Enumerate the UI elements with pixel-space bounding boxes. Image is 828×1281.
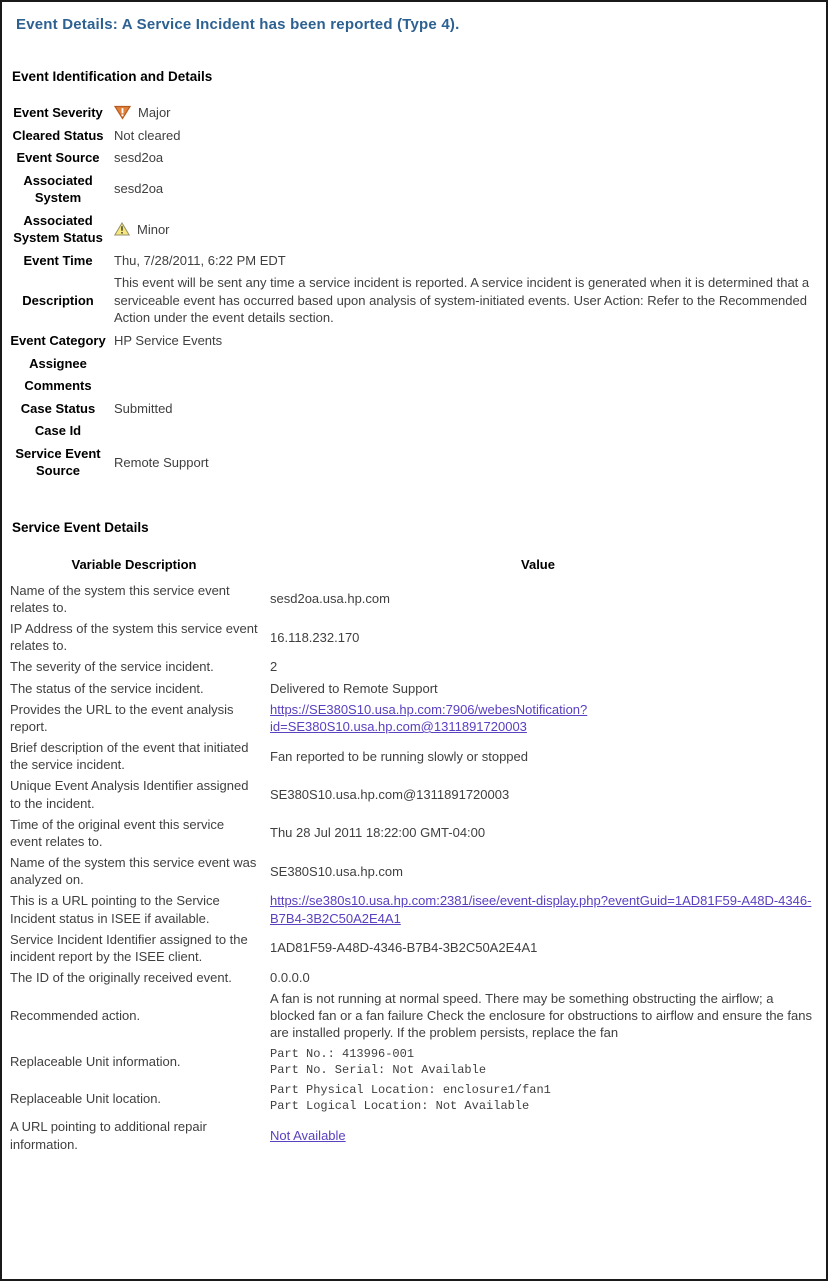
identification-row <box>10 212 818 247</box>
detail-row <box>10 854 818 888</box>
variable-value <box>270 1127 818 1144</box>
field-label: Description <box>22 292 94 308</box>
identification-row <box>10 355 818 373</box>
variable-value <box>270 590 818 607</box>
field-value <box>114 104 818 122</box>
variable-description: Brief description of the event that initiated the service incident. <box>10 740 249 773</box>
identification-row <box>10 172 818 207</box>
field-value-text: sesd2oa <box>114 150 164 166</box>
variable-description: Provides the URL to the event analysis report. <box>10 701 234 734</box>
variable-description: The status of the service incident. <box>10 680 204 696</box>
variable-value <box>270 1046 818 1078</box>
detail-row <box>10 739 818 773</box>
value-link[interactable]: Not Available <box>270 1127 346 1143</box>
detail-row <box>10 990 818 1041</box>
variable-description: Service Incident Identifier assigned to the incident report by the ISEE client. <box>10 931 248 964</box>
field-value <box>114 127 818 145</box>
field-value <box>114 274 818 327</box>
mono-line: Part Logical Location: Not Available <box>270 1099 530 1114</box>
field-value <box>114 377 818 394</box>
variable-description: Name of the system this service event was analyzed on. <box>10 855 257 888</box>
field-label: Event Severity <box>13 105 103 120</box>
value-text: Fan reported to be running slowly or stopped <box>270 748 528 764</box>
detail-row <box>10 701 818 735</box>
field-value <box>114 252 818 270</box>
detail-row <box>10 620 818 654</box>
identification-row <box>10 104 818 122</box>
detail-row <box>10 1046 818 1078</box>
identification-heading: Event Identification and Details <box>12 69 213 84</box>
field-value-text: Minor <box>137 221 170 237</box>
value-link[interactable]: https://SE380S10.usa.hp.com:7906/webesNotification?id=SE380S10.usa.hp.com@1311891720003 <box>270 701 588 734</box>
identification-row <box>10 445 818 480</box>
detail-row <box>10 892 818 926</box>
field-value-text: Thu, 7/28/2011, 6:22 PM EDT <box>114 252 286 268</box>
detail-row <box>10 582 818 616</box>
value-text: Delivered to Remote Support <box>270 680 438 696</box>
identification-row <box>10 274 818 327</box>
detail-row <box>10 1082 818 1114</box>
variable-value <box>270 969 818 986</box>
field-label: Associated System Status <box>13 212 103 246</box>
details-table <box>10 557 818 1153</box>
details-table-header <box>10 557 818 572</box>
details-heading: Service Event Details <box>12 519 149 535</box>
detail-row <box>10 1118 818 1152</box>
field-value-text: Major <box>138 105 171 120</box>
variable-value <box>270 990 818 1041</box>
variable-value <box>270 658 818 675</box>
identification-row <box>10 252 818 270</box>
identification-row <box>10 400 818 418</box>
field-value <box>114 400 818 418</box>
variable-value <box>270 680 818 697</box>
variable-description: The severity of the service incident. <box>10 659 214 675</box>
field-value-text: Not cleared <box>114 127 181 143</box>
value-text: 16.118.232.170 <box>270 629 360 645</box>
identification-row <box>10 127 818 145</box>
field-label: Case Id <box>34 423 82 439</box>
field-value <box>114 221 818 239</box>
field-value <box>114 180 818 198</box>
variable-value <box>270 863 818 880</box>
identification-row <box>10 377 818 395</box>
identification-row <box>10 332 818 350</box>
value-text: sesd2oa.usa.hp.com <box>270 591 390 607</box>
details-table-body <box>10 582 818 1153</box>
variable-description: This is a URL pointing to the Service Incident status in ISEE if available. <box>10 893 220 926</box>
variable-value <box>270 824 818 841</box>
identification-row <box>10 149 818 167</box>
value-link[interactable]: https://se380s10.usa.hp.com:2381/isee/event-display.php?eventGuid=1AD81F59-A48D-4346-B7B4-3B2C50A2E4A1 <box>270 893 812 926</box>
field-value <box>114 454 818 472</box>
field-value-text: Remote Support <box>114 454 209 470</box>
field-value <box>114 422 818 439</box>
field-value-text: This event will be sent any time a service incident is reported. A service incident is generated when it is determined that a serviceable event has occurred based upon analysis of system-initiated events. User Action: Refer to the Recommended Action under the event details section. <box>114 275 810 326</box>
variable-description: Time of the original event this service event relates to. <box>10 816 225 849</box>
mono-line: Part No. Serial: Not Available <box>270 1062 487 1077</box>
field-label: Associated System <box>23 172 93 206</box>
variable-description: Recommended action. <box>10 1008 141 1024</box>
minor-severity-icon <box>114 222 130 236</box>
field-value-text: HP Service Events <box>114 333 223 349</box>
variable-description: Unique Event Analysis Identifier assigned to the incident. <box>10 778 249 811</box>
field-label: Cleared Status <box>12 127 104 143</box>
variable-description: IP Address of the system this service event relates to. <box>10 621 258 654</box>
column-header-value: Value <box>521 556 555 572</box>
value-text: 2 <box>270 659 278 675</box>
variable-description: Replaceable Unit location. <box>10 1090 162 1106</box>
value-text: SE380S10.usa.hp.com@1311891720003 <box>270 786 510 802</box>
detail-row <box>10 816 818 850</box>
variable-value <box>270 701 818 735</box>
detail-row <box>10 680 818 697</box>
variable-value <box>270 1082 818 1114</box>
field-value-text: sesd2oa <box>114 181 164 197</box>
major-severity-icon <box>114 105 131 120</box>
field-label: Event Source <box>16 150 100 166</box>
mono-line: Part Physical Location: enclosure1/fan1 <box>270 1082 551 1097</box>
field-label: Assignee <box>29 355 87 371</box>
variable-description: Replaceable Unit information. <box>10 1054 181 1070</box>
field-value <box>114 332 818 350</box>
value-text: Thu 28 Jul 2011 18:22:00 GMT-04:00 <box>270 825 486 841</box>
mono-line: Part No.: 413996-001 <box>270 1046 415 1061</box>
field-value <box>114 355 818 372</box>
identification-table <box>10 104 818 480</box>
column-header-variable-description: Variable Description <box>71 556 197 572</box>
field-label: Comments <box>24 378 92 394</box>
variable-description: Name of the system this service event relates to. <box>10 582 230 615</box>
field-value-text: Submitted <box>114 400 173 416</box>
page-title: Event Details: A Service Incident has been reported (Type 4). <box>16 16 460 33</box>
variable-value <box>270 892 818 926</box>
field-value <box>114 149 818 167</box>
field-label: Service Event Source <box>15 445 101 479</box>
detail-row <box>10 658 818 675</box>
detail-row <box>10 777 818 811</box>
detail-row <box>10 969 818 986</box>
identification-row <box>10 422 818 440</box>
variable-value <box>270 748 818 765</box>
variable-value <box>270 939 818 956</box>
variable-description: The ID of the originally received event. <box>10 969 232 985</box>
detail-row <box>10 931 818 965</box>
field-label: Event Time <box>23 252 93 268</box>
value-text: 0.0.0.0 <box>270 969 310 985</box>
value-text: A fan is not running at normal speed. There may be something obstructing the airflow; a blocked fan or a fan failure Check the enclosure for obstructions to airflow and ensure the fans are installed properly. If the problem persists, replace the fan <box>270 991 812 1041</box>
value-text: 1AD81F59-A48D-4346-B7B4-3B2C50A2E4A1 <box>270 940 538 956</box>
value-text: SE380S10.usa.hp.com <box>270 863 403 879</box>
variable-description: A URL pointing to additional repair information. <box>10 1119 207 1152</box>
variable-value <box>270 786 818 803</box>
field-label: Case Status <box>20 400 96 416</box>
field-label: Event Category <box>10 333 106 349</box>
variable-value <box>270 629 818 646</box>
